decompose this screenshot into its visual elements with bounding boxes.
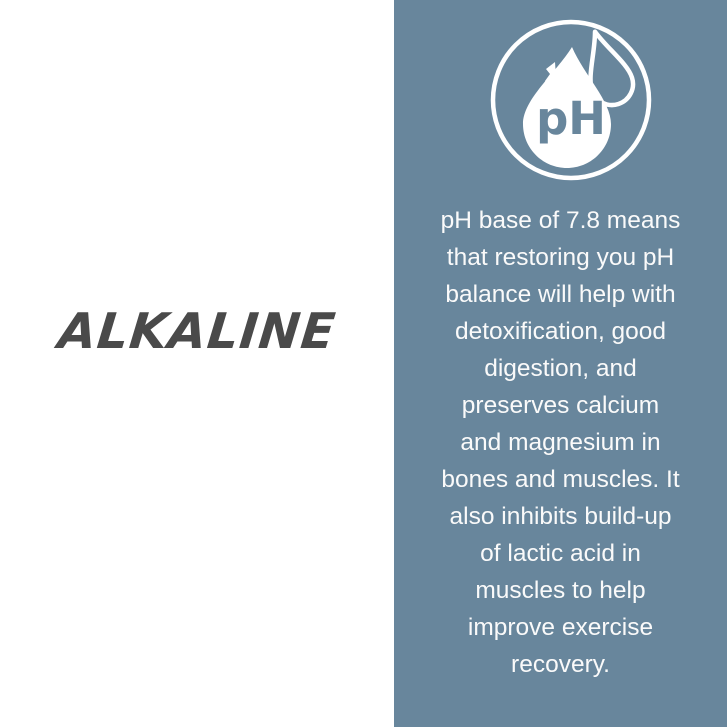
ph-description xyxy=(394,202,727,683)
description-line: pH base of 7.8 means xyxy=(440,207,681,234)
ph-water-drop-icon xyxy=(488,17,654,183)
headline-alkaline: ALKALINE xyxy=(55,303,339,360)
description-line: and magnesium in xyxy=(460,429,661,456)
description-line: of lactic acid in xyxy=(480,540,641,567)
description-line: bones and muscles. It xyxy=(441,466,680,493)
description-line: that restoring you pH xyxy=(446,244,675,271)
ph-label: pH xyxy=(536,92,606,145)
description-line: balance will help with xyxy=(445,281,676,308)
description-line: muscles to help xyxy=(475,577,646,604)
description-line: preserves calcium xyxy=(461,392,660,419)
description-line: recovery. xyxy=(511,651,610,678)
description-line: digestion, and xyxy=(484,355,637,382)
description-line: also inhibits build-up xyxy=(449,503,672,530)
description-line: improve exercise xyxy=(467,614,654,641)
ph-info-panel xyxy=(394,0,727,727)
description-line: detoxification, good xyxy=(454,318,667,345)
